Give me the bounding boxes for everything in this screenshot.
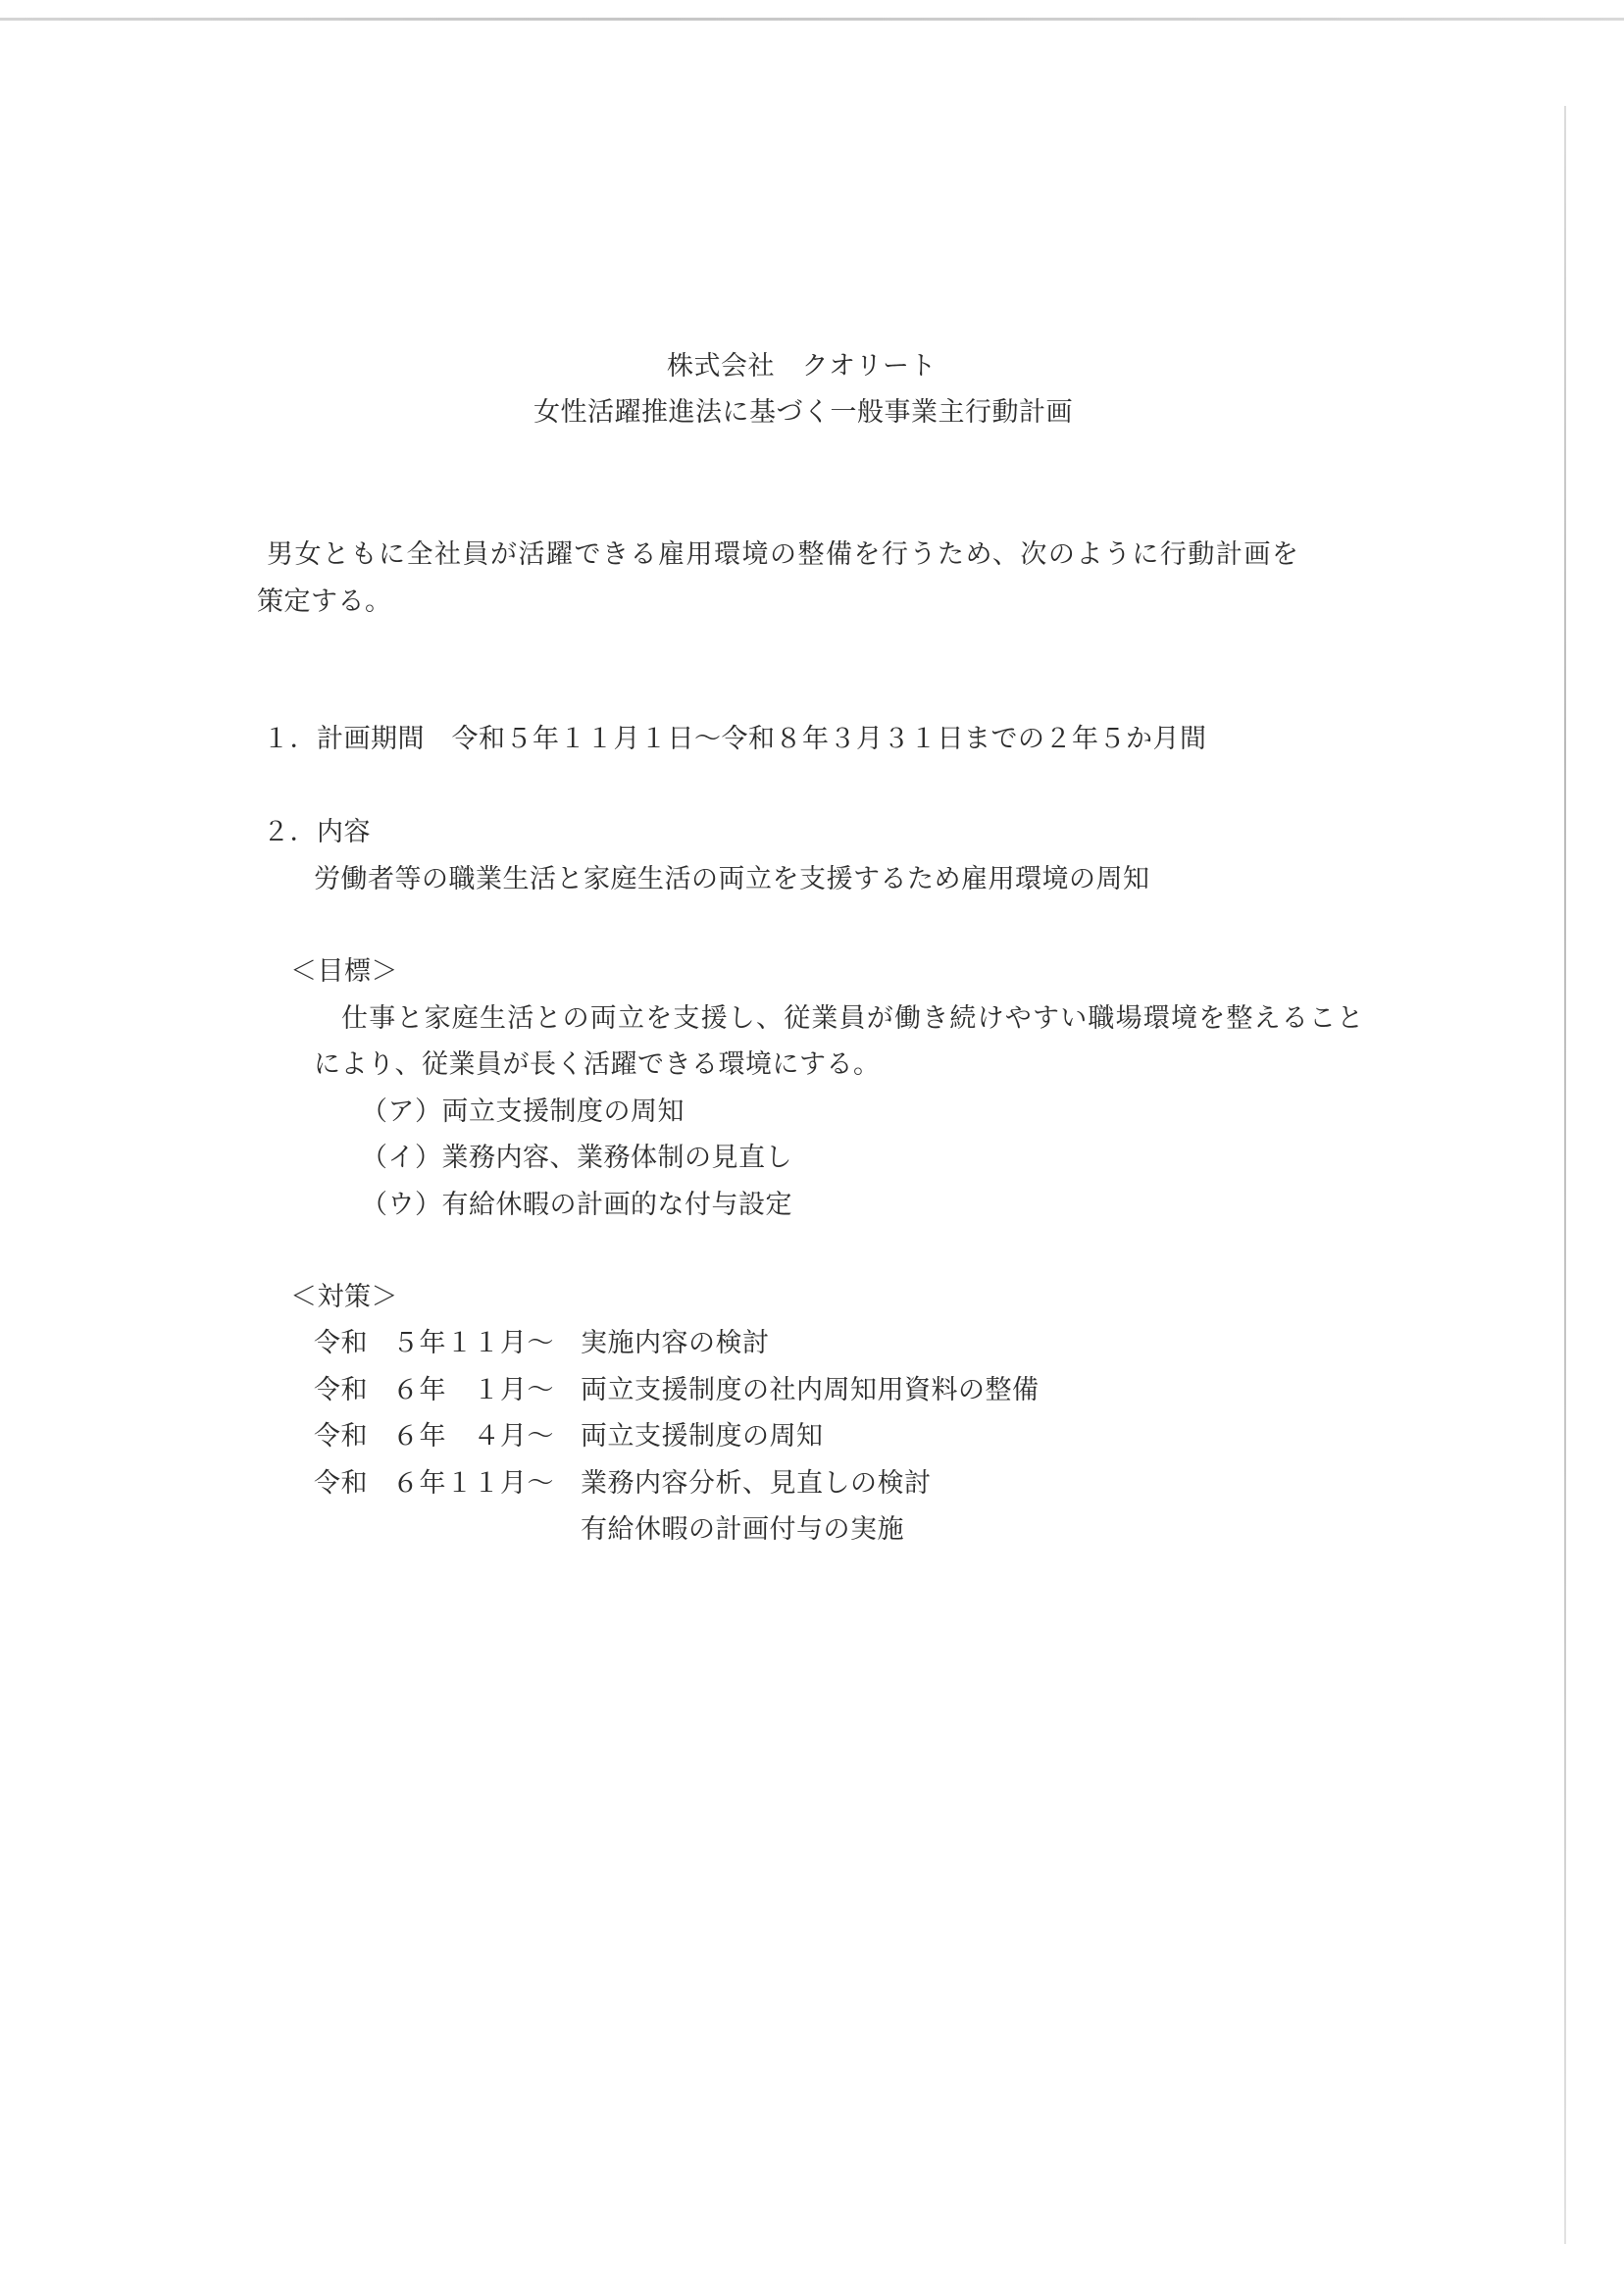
scan-right-edge <box>1564 106 1566 2244</box>
measure-era: 令和 <box>314 1328 368 1358</box>
goals-line-1: 仕事と家庭生活との両立を支援し、従業員が働き続けやすい職場環境を整えること <box>341 1003 1365 1034</box>
measure-text: 実施内容の検討 <box>581 1328 770 1358</box>
measures-heading: ＜対策＞ <box>290 1282 398 1312</box>
measure-text: 業務内容分析、見直しの検討 <box>581 1468 932 1499</box>
document-title: 女性活躍推進法に基づく一般事業主行動計画 <box>533 397 1073 428</box>
measure-continuation: 有給休暇の計画付与の実施 <box>581 1514 904 1545</box>
measure-text: 両立支援制度の社内周知用資料の整備 <box>581 1375 1040 1405</box>
goals-heading: ＜目標＞ <box>290 956 398 987</box>
content-description: 労働者等の職業生活と家庭生活の両立を支援するため雇用環境の周知 <box>314 864 1150 894</box>
measure-date: ６年 ４月～ <box>392 1421 554 1452</box>
measure-text: 両立支援制度の周知 <box>581 1421 824 1452</box>
measure-era: 令和 <box>314 1468 368 1499</box>
measure-date: ６年 １月～ <box>392 1375 554 1405</box>
intro-line-1: 男女ともに全社員が活躍できる雇用環境の整備を行うため、次のように行動計画を <box>267 539 1300 570</box>
intro-line-2: 策定する。 <box>257 586 392 617</box>
scan-top-edge <box>0 18 1624 21</box>
measure-date: ６年１１月～ <box>392 1468 554 1499</box>
company-name: 株式会社 クオリート <box>667 351 937 382</box>
content-heading: ２．内容 <box>263 817 371 847</box>
measure-era: 令和 <box>314 1421 368 1452</box>
goals-line-2: により、従業員が長く活躍できる環境にする。 <box>314 1049 881 1080</box>
measure-date: ５年１１月～ <box>392 1328 554 1358</box>
measure-era: 令和 <box>314 1375 368 1405</box>
goal-item: （ウ）有給休暇の計画的な付与設定 <box>361 1190 792 1220</box>
plan-period: １．計画期間 令和５年１１月１日～令和８年３月３１日までの２年５か月間 <box>263 724 1207 754</box>
goal-item: （ア）両立支援制度の周知 <box>361 1096 685 1127</box>
goal-item: （イ）業務内容、業務体制の見直し <box>361 1143 792 1173</box>
